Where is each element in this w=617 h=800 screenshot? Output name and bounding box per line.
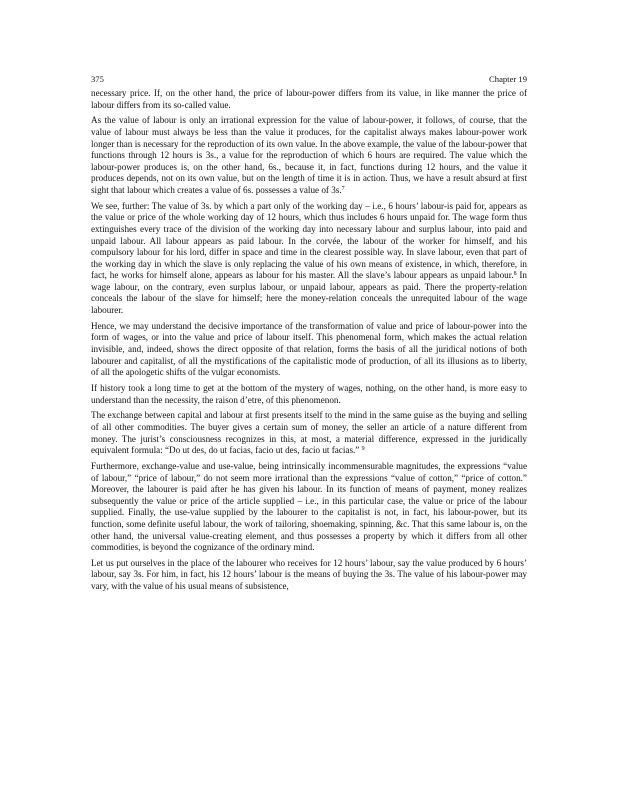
paragraph xyxy=(91,321,527,379)
paragraph-text: Furthermore, exchange-value and use-value, being intrinsically incommensurable magnitudes, the expressions “value of labour,” “price of labour,” do not seem more irrational than the expressions “value of cotton,” “price of cotton.” Moreover, the labourer is paid after he has given his labour. In its function of means of payment, money realizes subsequently the value or price of the article supplied – i.e., in this particular case, the value or price of the labour supplied. Finally, the use-value supplied by the labourer to the capitalist is not, in fact, his labour-power, but its function, some definite useful labour, the work of tailoring, shoemaking, spinning, &c. That this same labour is, on the other hand, the universal value-creating element, and thus possesses a property by which it differs from all other commodities, is beyond the cognizance of the ordinary mind. xyxy=(91,460,527,553)
paragraph xyxy=(91,410,527,456)
paragraph-text: If history took a long time to get at the bottom of the mystery of wages, nothing, on the other hand, is more easy to understand than the necessity, the raison d’etre, of this phenomenon. xyxy=(91,383,527,405)
paragraph-text: The exchange between capital and labour at first presents itself to the mind in the same guise as the buying and selling of all other commodities. The buyer gives a certain sum of money, the seller an article of a nature different from money. The jurist’s consciousness recognizes in this, at most, a material difference, expressed in the juridically equivalent formula: “Do ut des, do ut facias, facio ut des, facio ut facias.” xyxy=(91,410,527,456)
paragraph xyxy=(91,115,527,196)
paragraph-text: necessary price. If, on the other hand, the price of labour-power differs from its value, in like manner the price of labour differs from its so-called value. xyxy=(91,88,527,110)
chapter-label: Chapter 19 xyxy=(489,74,527,84)
body-text xyxy=(91,88,527,593)
paragraph-text: We see, further: The value of 3s. by which a part only of the working day – i.e., 6 hours’ labour-is paid for, appears as the value or price of the whole working day of 12 hours, which thus includes 6 hours unpaid for. The wage form thus extinguishes every trace of the division of the working day into necessary labour and surplus labour, into paid and unpaid labour. All labour appears as paid labour. In the corvée, the labour of the worker for himself, and his compulsory labour for his lord, differ in space and time in the clearest possible way. In slave labour, even that part of the working day in which the slave is only replacing the value of his own means of existence, in which, therefore, in fact, he works for himself alone, appears as labour for his master. All the slave’s labour appears as unpaid labour. xyxy=(91,200,527,281)
footnote-ref: 9 xyxy=(361,446,365,453)
running-header xyxy=(91,74,527,88)
paragraph-text: In wage labour, on the contrary, even surplus labour, or unpaid labour, appears as paid. There the property-relation conceals the labour of the slave for himself; here the money-relation conceals the unrequited labour of the wage labourer. xyxy=(91,270,527,316)
paragraph xyxy=(91,201,527,317)
paragraph xyxy=(91,461,527,554)
document-page xyxy=(91,74,527,597)
paragraph-text: Hence, we may understand the decisive importance of the transformation of value and price of labour-power into the form of wages, or into the value and price of labour itself. This phenomenal form, which makes the actual relation invisible, and, indeed, shows the direct opposite of that relation, forms the basis of all the juridical notions of both labourer and capitalist, of all the mystifications of the capitalistic mode of production, of all its illusions as to liberty, of all the apologetic shifts of the vulgar economists. xyxy=(91,320,527,378)
paragraph xyxy=(91,383,527,406)
page-number: 375 xyxy=(91,74,104,84)
paragraph xyxy=(91,88,527,111)
paragraph-text: Let us put ourselves in the place of the labourer who receives for 12 hours’ labour, say the value produced by 6 hours’ labour, say 3s. For him, in fact, his 12 hours’ labour is the means of buying the 3s. The value of his labour-power may vary, with the value of his usual means of subsistence, xyxy=(91,557,527,592)
footnote-ref: 8 xyxy=(513,271,517,278)
paragraph xyxy=(91,558,527,593)
paragraph-text: As the value of labour is only an irrational expression for the value of labour-power, it follows, of course, that the value of labour must always be less than the value it produces, for the capitalist always makes labour-power work longer than is necessary for the reproduction of its own value. In the above example, the value of the labour-power that functions through 12 hours is 3s., a value for the reproduction of which 6 hours are required. The value which the labour-power produces is, on the other hand, 6s., because it, in fact, functions during 12 hours, and the value it produces depends, not on its own value, but on the length of time it is in action. Thus, we have a result absurd at first sight that labour which creates a value of 6s. possesses a value of 3s. xyxy=(91,115,527,195)
footnote-ref: 7 xyxy=(341,185,345,192)
